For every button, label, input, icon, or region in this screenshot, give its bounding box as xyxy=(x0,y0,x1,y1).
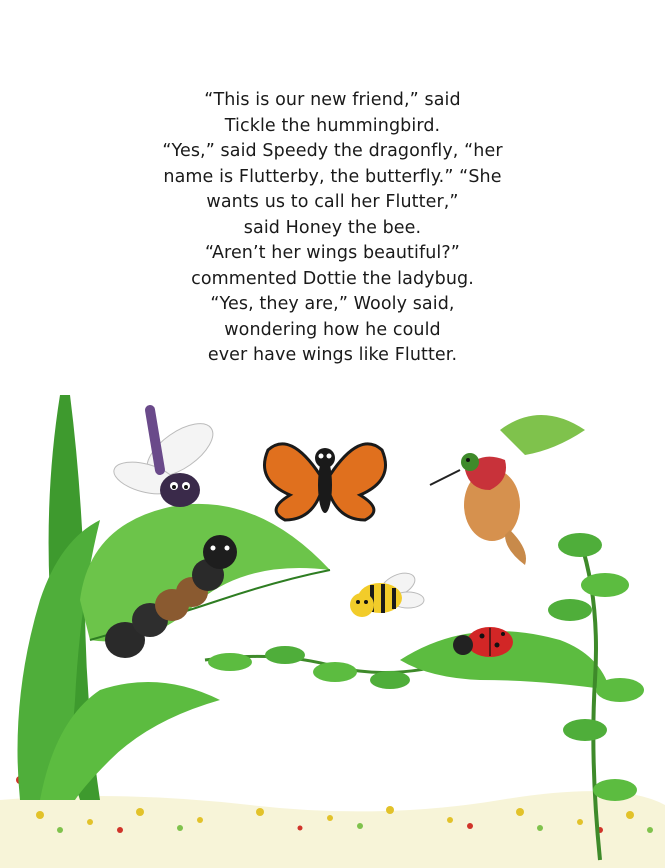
story-line: commented Dottie the ladybug. xyxy=(191,268,474,289)
story-line: “This is our new friend,” said xyxy=(204,90,461,110)
story-line: Tickle the hummingbird. xyxy=(224,115,441,136)
story-line: “Yes,” said Speedy the dragonfly, “her xyxy=(162,141,503,161)
story-line: wondering how he could xyxy=(224,319,441,340)
story-line: name is Flutterby, the butterfly.” “She xyxy=(163,166,502,187)
ladybug xyxy=(453,627,513,657)
flower-ground xyxy=(0,776,665,868)
story-line: ever have wings like Flutter. xyxy=(207,345,458,365)
story-line: “Aren’t her wings beautiful?” xyxy=(205,243,460,263)
bee xyxy=(350,568,424,617)
story-line: “Yes, they are,” Wooly said, xyxy=(210,294,455,314)
story-line: said Honey the bee. xyxy=(243,217,422,238)
dragonfly xyxy=(110,410,221,507)
story-line: wants us to call her Flutter,” xyxy=(206,192,459,212)
butterfly xyxy=(264,444,385,520)
